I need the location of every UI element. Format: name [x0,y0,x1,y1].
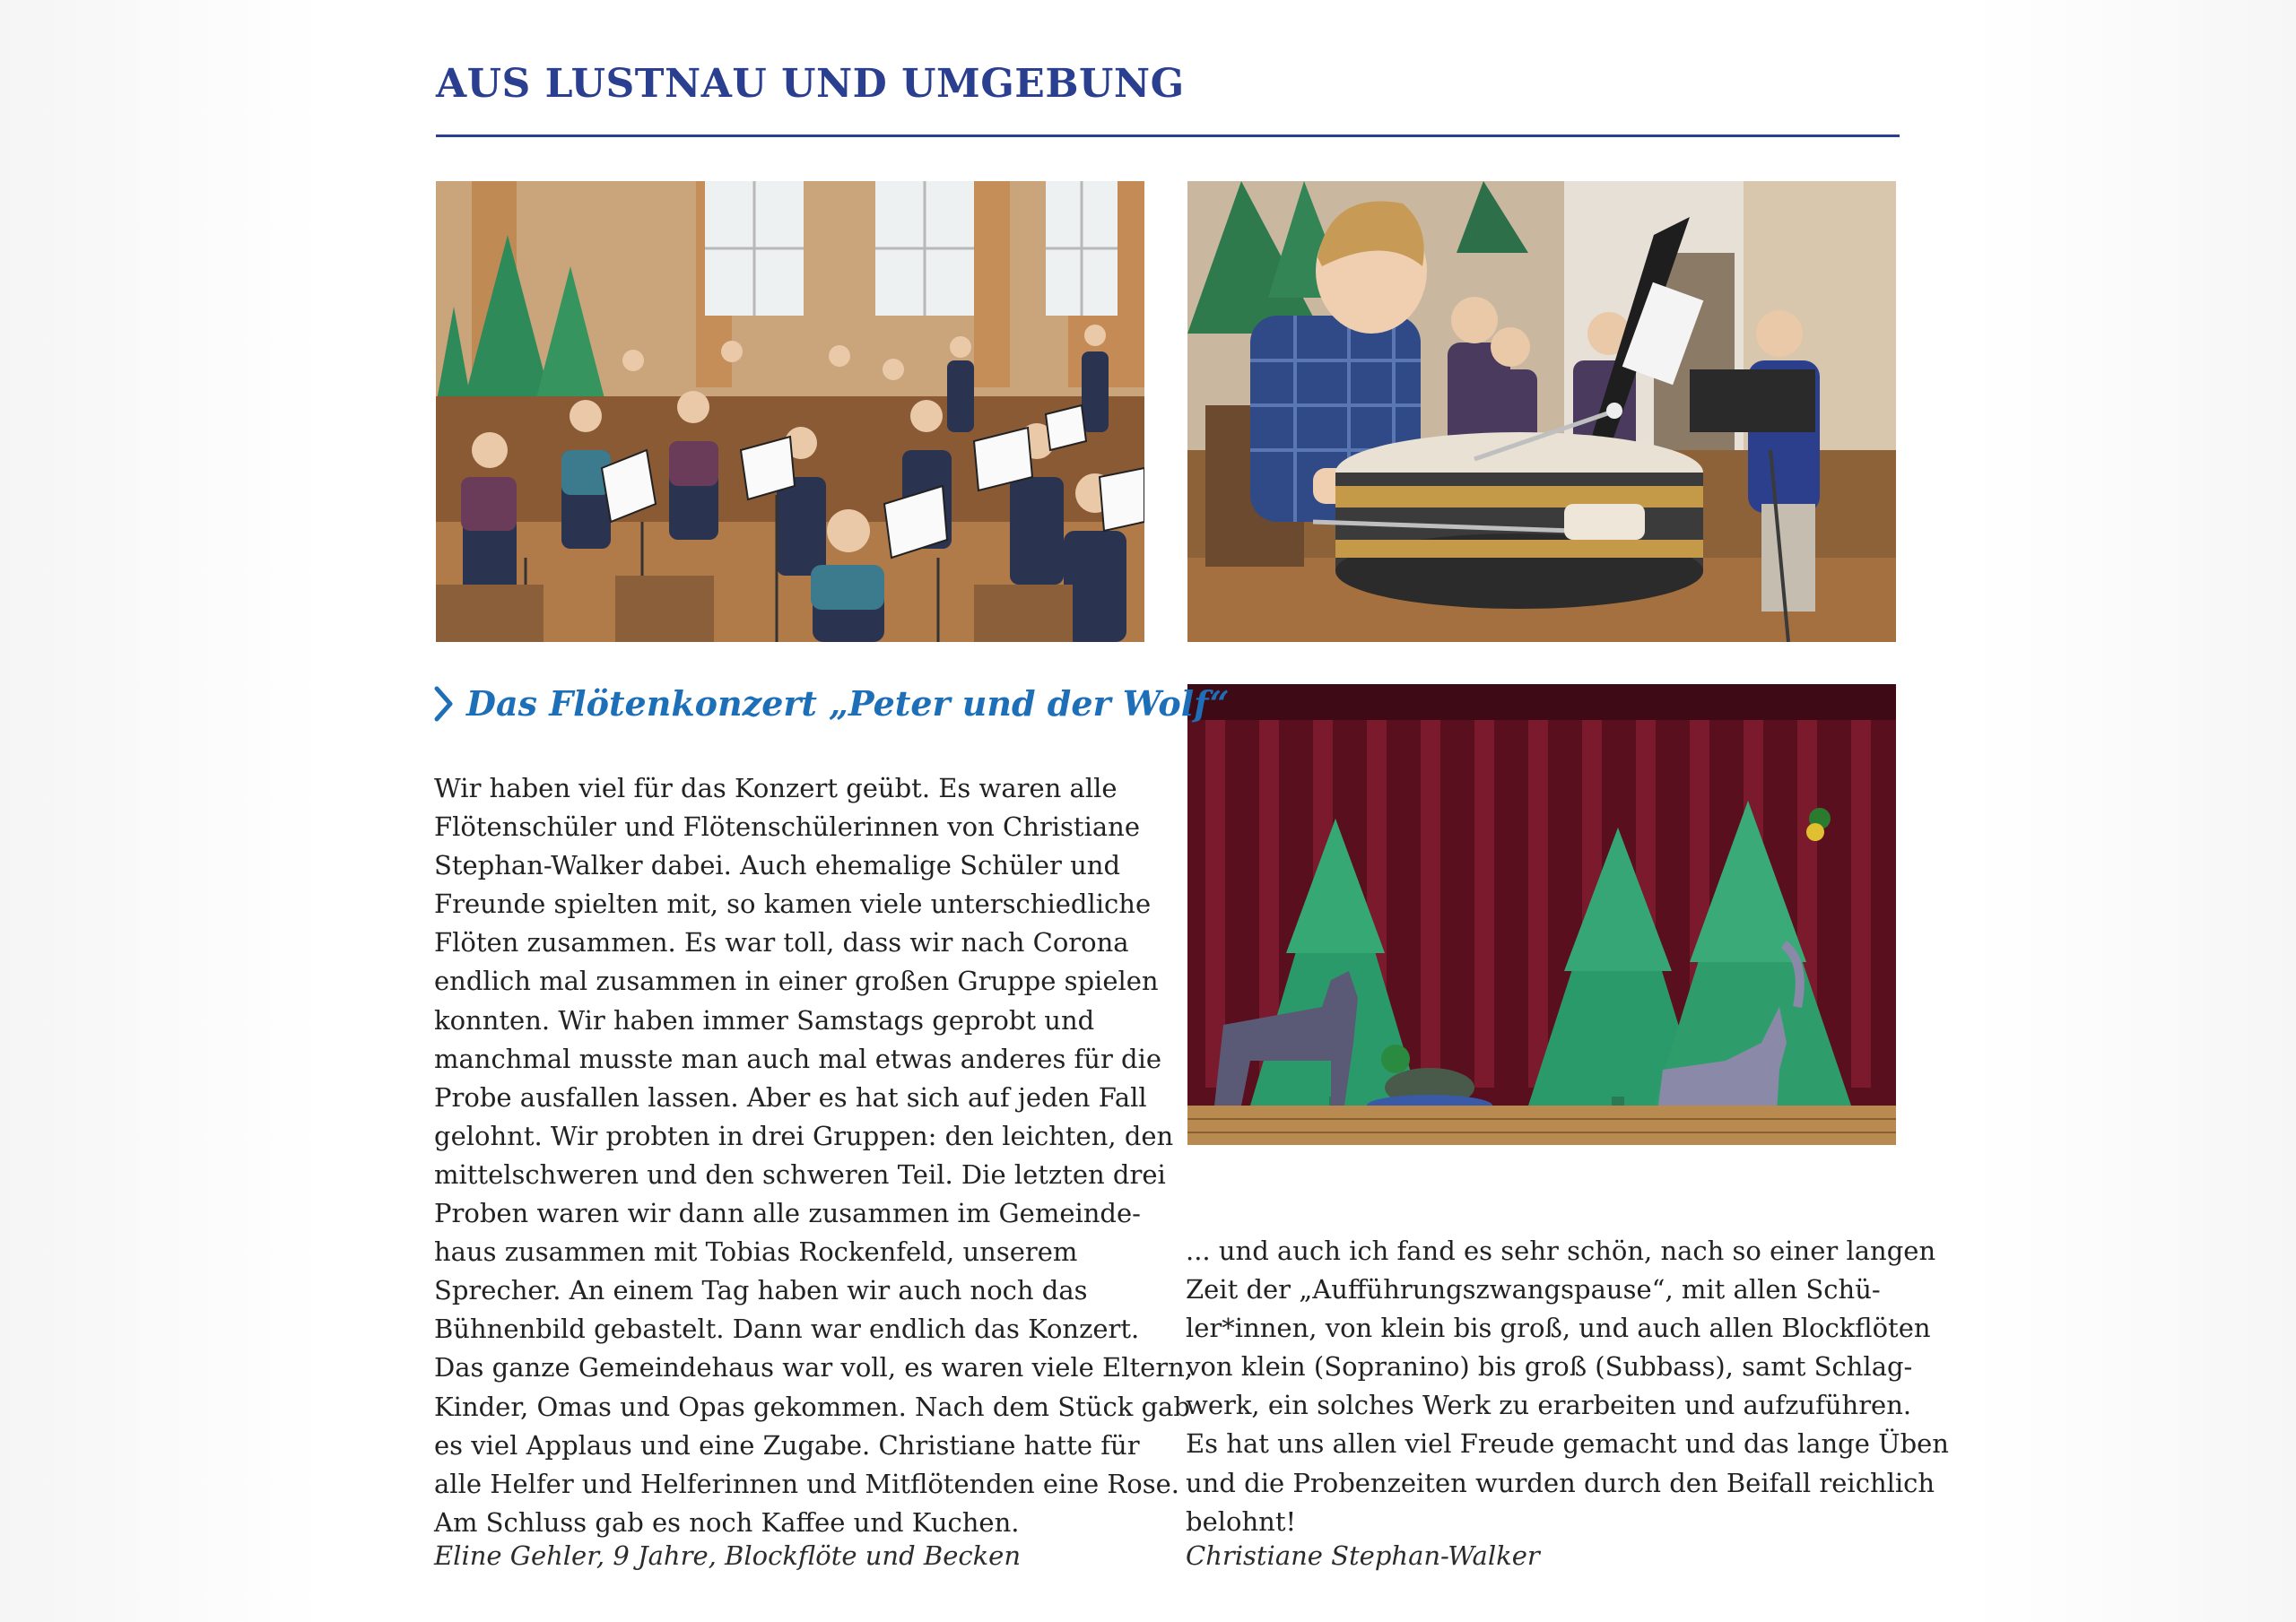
text-line: Zeit der „Aufführungszwangspause“, mit allen Schü- [1186,1274,1881,1305]
article-body-left [434,769,1194,1542]
article-heading [432,683,1230,724]
text-line: endlich mal zusammen in einer großen Gruppe spielen [434,966,1159,997]
text-line: werk, ein solches Werk zu erarbeiten und aufzuführen. [1186,1390,1912,1421]
text-line: belohnt! [1186,1505,1297,1537]
text-line: Stephan-Walker dabei. Auch ehemalige Schüler und [434,850,1121,881]
photo-stage-scenery [1187,684,1896,1145]
text-line: von klein (Sopranino) bis groß (Subbass), samt Schlag- [1186,1351,1913,1383]
byline-student: Eline Gehler, 9 Jahre, Blockflöte und Becken [434,1540,1022,1571]
text-line: haus zusammen mit Tobias Rockenfeld, unserem [434,1236,1078,1268]
text-line: Proben waren wir dann alle zusammen im Gemeinde- [434,1198,1141,1229]
text-line: konnten. Wir haben immer Samstags geprobt und [434,1004,1095,1036]
photo-flute-orchestra [436,181,1144,642]
text-line: Probe ausfallen lassen. Aber es hat sich auf jeden Fall [434,1081,1147,1113]
text-line: Sprecher. An einem Tag haben wir auch noch das [434,1275,1088,1306]
text-line: ler*innen, von klein bis groß, und auch allen Blockflöten [1186,1313,1931,1344]
section-title: AUS LUSTNAU UND UMGEBUNG [436,61,1185,107]
article-body-right [1186,1232,1949,1541]
text-line: Das ganze Gemeindehaus war voll, es waren viele Eltern, [434,1352,1194,1383]
text-line: manchmal musste man auch mal etwas anderes für die [434,1043,1162,1074]
text-line: alle Helfer und Helferinnen und Mitflötenden eine Rose. [434,1468,1179,1499]
text-line: Freunde spielten mit, so kamen viele unterschiedliche [434,889,1152,920]
photo-drummer-boy [1187,181,1896,642]
text-line: Flötenschüler und Flötenschülerinnen von Christiane [434,811,1140,843]
text-line: es viel Applaus und eine Zugabe. Christiane hatte für [434,1429,1140,1461]
text-line: Flöten zusammen. Es war toll, dass wir nach Corona [434,927,1129,958]
byline-teacher: Christiane Stephan-Walker [1186,1540,1540,1571]
text-line: Am Schluss gab es noch Kaffee und Kuchen. [434,1506,1020,1538]
text-line: ... und auch ich fand es sehr schön, nach so einer langen [1186,1236,1936,1266]
text-line: Wir haben viel für das Konzert geübt. Es waren alle [434,773,1118,803]
article-heading-text: Das Flötenkonzert „Peter und der Wolf“ [466,683,1230,724]
text-line: Bühnenbild gebastelt. Dann war endlich das Konzert. [434,1314,1140,1345]
text-line: Kinder, Omas und Opas gekommen. Nach dem Stück gab [434,1391,1190,1422]
title-divider [436,134,1900,137]
text-line: gelohnt. Wir probten in drei Gruppen: den leichten, den [434,1120,1174,1151]
chevron-right-icon [432,684,456,724]
text-line: Es hat uns allen viel Freude gemacht und das lange Üben [1186,1428,1949,1460]
text-line: mittelschweren und den schweren Teil. Die letzten drei [434,1158,1166,1190]
text-line: und die Probenzeiten wurden durch den Beifall reichlich [1186,1467,1935,1498]
